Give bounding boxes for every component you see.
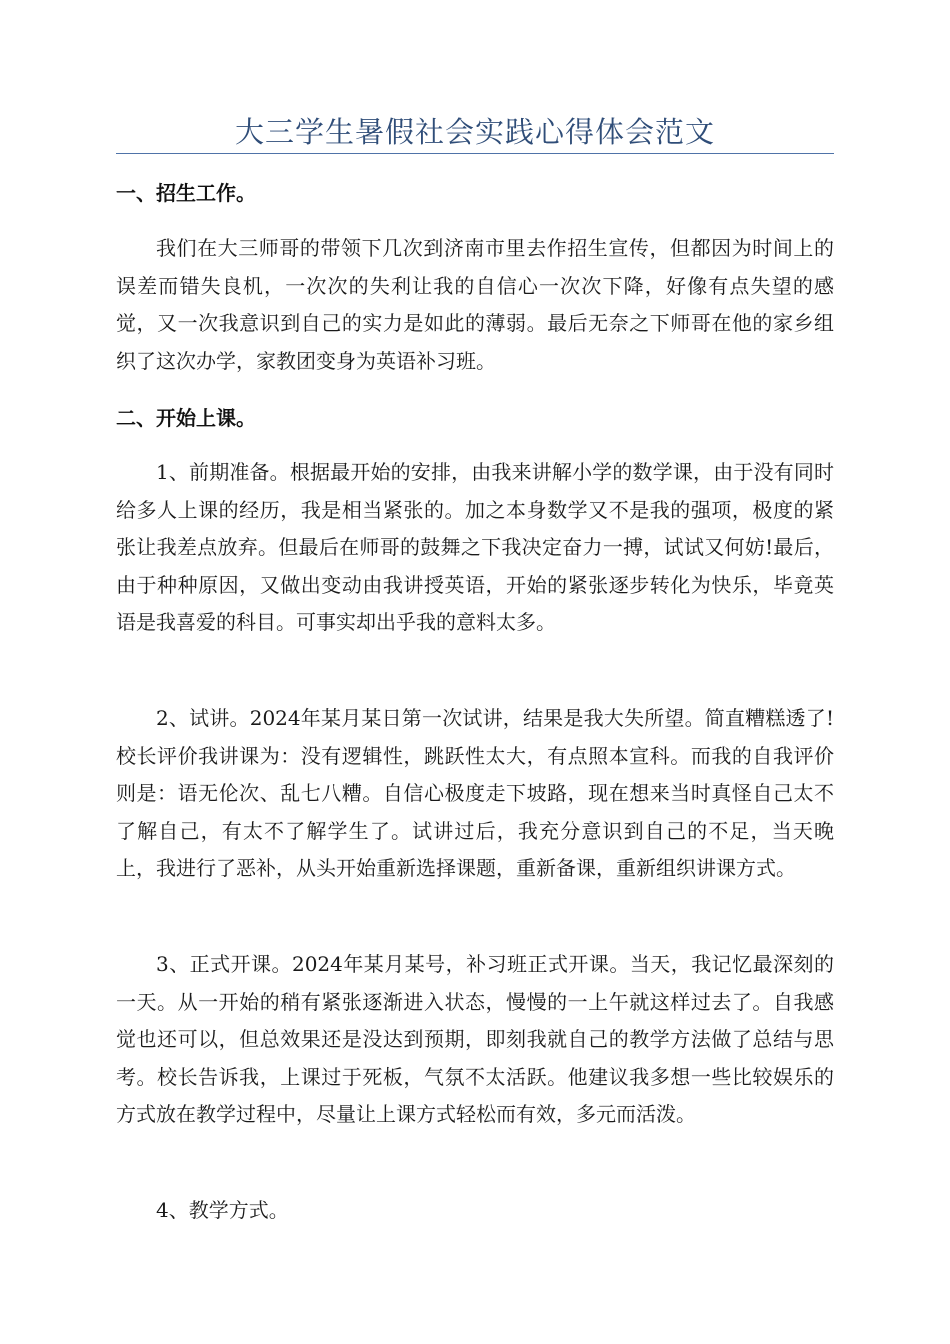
section-heading-classes: 二、开始上课。 xyxy=(116,406,256,430)
paragraph-official-start: 3、正式开课。2024年某月某号，补习班正式开课。当天，我记忆最深刻的一天。从一开始的稍有紧张逐渐进入状态，慢慢的一上午就这样过去了。自我感觉也还可以，但总效果还是没达到预期，即刻我就自己的教学方法做了总结与思考。校长告诉我，上课过于死板，气氛不太活跃。他建议我多想一些比较娱乐的方式放在教学过程中，尽量让上课方式轻松而有效，多元而活泼。 xyxy=(116,952,834,1126)
title-underline xyxy=(116,153,834,154)
document-title: 大三学生暑假社会实践心得体会范文 xyxy=(234,115,715,149)
section-heading-recruitment: 一、招生工作。 xyxy=(116,181,256,205)
paragraph-preparation: 1、前期准备。根据最开始的安排，由我来讲解小学的数学课，由于没有同时给多人上课的经历，我是相当紧张的。加之本身数学又不是我的强项，极度的紧张让我差点放弃。但最后在师哥的鼓舞之下我决定奋力一搏，试试又何妨!最后，由于种种原因，又做出变动由我讲授英语，开始的紧张逐步转化为快乐，毕竟英语是我喜爱的科目。可事实却出乎我的意料太多。 xyxy=(116,460,834,634)
paragraph-trial-lecture: 2、试讲。2024年某月某日第一次试讲，结果是我大失所望。简直糟糕透了!校长评价我讲课为：没有逻辑性，跳跃性太大，有点照本宣科。而我的自我评价则是：语无伦次、乱七八糟。自信心极度走下坡路，现在想来当时真怪自己太不了解自己，有太不了解学生了。试讲过后，我充分意识到自己的不足，当天晚上，我进行了恶补，从头开始重新选择课题，重新备课，重新组织讲课方式。 xyxy=(116,706,834,880)
paragraph-teaching-method: 4、教学方式。 xyxy=(156,1198,289,1222)
paragraph-recruitment: 我们在大三师哥的带领下几次到济南市里去作招生宣传，但都因为时间上的误差而错失良机，一次次的失利让我的自信心一次次下降，好像有点失望的感觉，又一次我意识到自己的实力是如此的薄弱。最后无奈之下师哥在他的家乡组织了这次办学，家教团变身为英语补习班。 xyxy=(116,236,834,373)
